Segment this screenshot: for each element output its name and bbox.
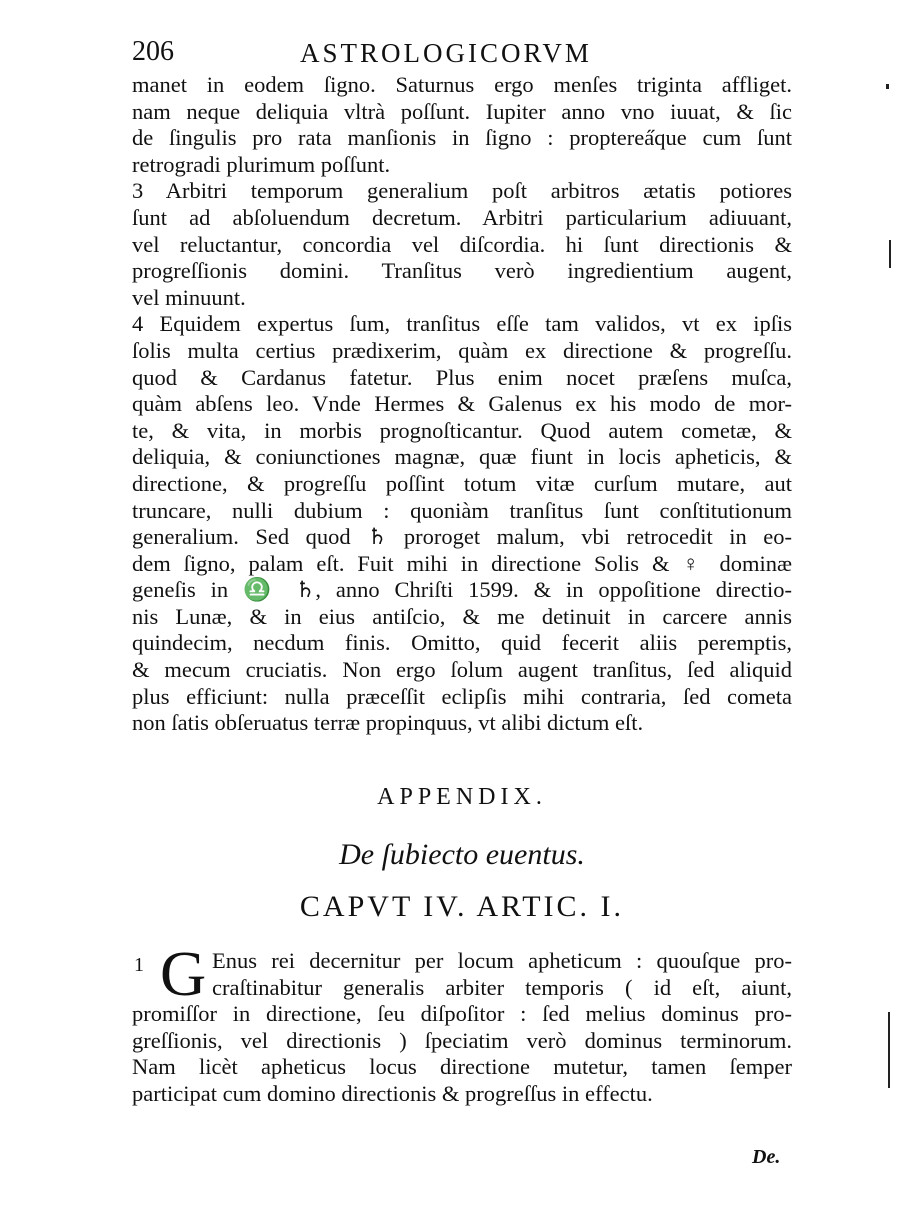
text-line: quindecim, necdum finis. Omitto, quid fecerit aliis peremptis, xyxy=(132,630,792,656)
appendix-heading: APPENDIX. xyxy=(377,784,547,810)
text-line: de ſingulis pro rata manſionis in ſigno : propterea̋que cum ſunt xyxy=(132,125,792,151)
text-line: dem ſigno, palam eſt. Fuit mihi in directione Solis & ♀ dominæ xyxy=(132,550,792,576)
article-text xyxy=(132,948,792,1108)
text-line: nis Lunæ, & in eius antiſcio, & me detinuit in carcere annis xyxy=(132,603,792,629)
text-line: quàm abſens leo. Vnde Hermes & Galenus ex his modo de mor- xyxy=(132,391,792,417)
text-line: vel reluctantur, concordia vel diſcordia. hi ſunt directionis & xyxy=(132,231,792,257)
text-line: vel minuunt. xyxy=(132,284,246,310)
text-line: truncare, nulli dubium : quoniàm tranſitus ſunt conſtitutionum xyxy=(132,497,792,523)
text-line: directione, & progreſſu poſſint totum vitæ curſum mutare, aut xyxy=(132,470,792,496)
text-line: retrogradi plurimum poſſunt. xyxy=(132,151,391,177)
text-line: promiſſor in directione, ſeu diſpoſitor : ſed melius dominus pro- xyxy=(132,1001,792,1027)
text-line: progreſſionis domini. Tranſitus verò ingredientium augent, xyxy=(132,258,792,284)
text-line: quod & Cardanus fatetur. Plus enim nocet præſens muſca, xyxy=(132,364,792,390)
text-line: manet in eodem ſigno. Saturnus ergo menſes triginta affliget. xyxy=(132,72,792,97)
article-number: 1 xyxy=(134,954,144,976)
margin-mark xyxy=(886,84,889,89)
page-header xyxy=(132,36,792,76)
text-line: craſtinabitur generalis arbiter temporis ( id eſt, aiunt, xyxy=(212,974,792,1000)
text-line: nam neque deliquia vltrà poſſunt. Iupiter anno vno iuuat, & ſic xyxy=(132,98,792,124)
margin-mark xyxy=(889,240,891,268)
text-line: ſunt ad abſoluendum decretum. Arbitri particularium adiuuant, xyxy=(132,204,792,230)
text-line: greſſionis, vel directionis ) ſpeciatim verò dominus terminorum. xyxy=(132,1027,792,1053)
text-line: 4 Equidem expertus ſum, tranſitus eſſe tam validos, vt ex ipſis xyxy=(132,311,792,337)
text-line: non ſatis obſeruatus terræ propinquus, vt alibi dictum eſt. xyxy=(132,710,644,736)
page-number: 206 xyxy=(132,36,174,67)
text-line: & mecum cruciatis. Non ergo ſolum augent tranſitus, ſed aliquid xyxy=(132,657,792,683)
margin-mark xyxy=(888,1012,890,1088)
text-line: Enus rei decernitur per locum apheticum : quouſque pro- xyxy=(212,948,792,973)
body-text xyxy=(132,72,792,737)
drop-cap: G xyxy=(160,938,207,1009)
text-line: te, & vita, in morbis prognoſticantur. Quod autem cometæ, & xyxy=(132,417,792,443)
text-line: generalium. Sed quod ♄ proroget malum, vbi retrocedit in eo- xyxy=(132,524,792,550)
text-line: ſolis multa certius prædixerim, quàm ex directione & progreſſu. xyxy=(132,337,792,363)
text-line: deliquia, & coniunctiones magnæ, quæ fiunt in locis apheticis, & xyxy=(132,444,792,470)
catchword: De. xyxy=(752,1146,781,1168)
section-subtitle: De ſubiecto euentus. xyxy=(339,838,585,871)
text-line: 3 Arbitri temporum generalium poſt arbitros ætatis potiores xyxy=(132,178,792,204)
text-line: Nam licèt apheticus locus directione mutetur, tamen ſemper xyxy=(132,1054,792,1080)
running-head: ASTROLOGICORVM xyxy=(300,38,592,68)
text-line: plus efficiunt: nulla præceſſit eclipſis mihi contraria, ſed cometa xyxy=(132,683,792,709)
text-line: participat cum domino directionis & progreſſus in effectu. xyxy=(132,1080,653,1106)
text-line: geneſis in ♎ ♄, anno Chriſti 1599. & in oppoſitione directio- xyxy=(132,577,792,603)
chapter-heading: CAPVT IV. ARTIC. I. xyxy=(299,890,625,923)
